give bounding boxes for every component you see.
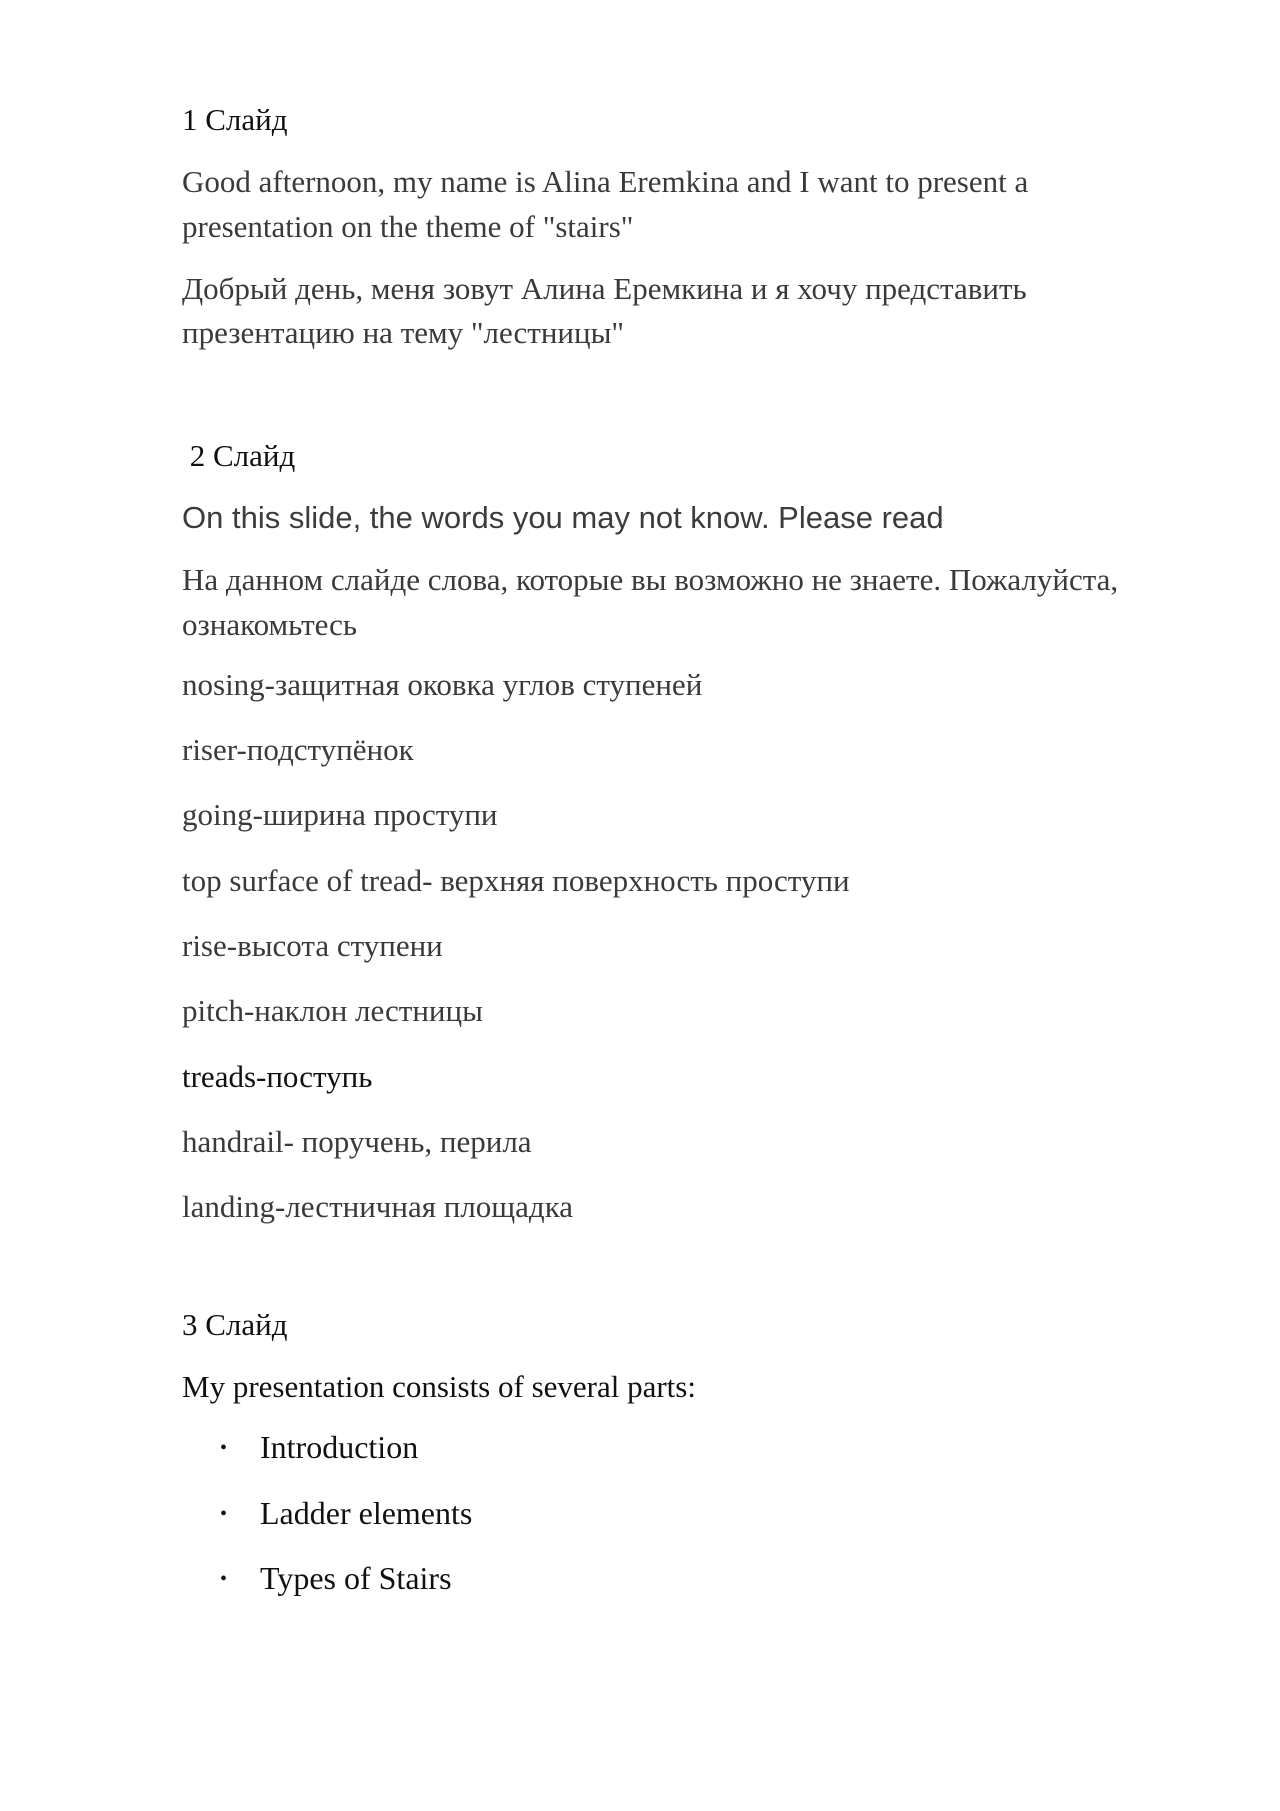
bullet-icon: • (220, 1437, 228, 1460)
bullet-icon: • (220, 1502, 228, 1525)
vocabulary-item: nosing-защитная оковка углов ступеней (182, 666, 703, 702)
vocabulary-item: handrail- поручень, перила (182, 1123, 532, 1159)
vocabulary-item: landing-лестничная площадка (182, 1189, 574, 1225)
vocabulary-item: riser-подступёнок (182, 732, 414, 768)
list-item-label: Types of Stairs (260, 1560, 452, 1597)
list-item-label: Introduction (260, 1429, 419, 1466)
vocabulary-item: rise-высота ступени (182, 928, 443, 964)
presentation-parts-list (182, 1427, 1142, 1600)
slide-2-russian-text: На данном слайде слова, которые вы возможно не знаете. Пожалуйста, ознакомьтесь (182, 562, 1119, 642)
section-gap (182, 374, 1142, 436)
vocabulary-list (182, 665, 1142, 1228)
list-item (220, 1493, 1142, 1535)
list-item (220, 1558, 1142, 1600)
slide-1-russian-text: Добрый день, меня зовут Алина Еремкина и я хочу представить презентацию на тему "лестницы" (182, 270, 1027, 351)
list-item (220, 1427, 1142, 1469)
slide-3-intro-text: My presentation consists of several parts: (182, 1368, 696, 1404)
slide-2-heading: 2 Слайд (182, 437, 296, 473)
vocabulary-item: treads-поступь (182, 1058, 373, 1094)
bullet-icon: • (220, 1568, 228, 1591)
list-item-label: Ladder elements (260, 1494, 473, 1531)
slide-3-heading: 3 Слайд (182, 1306, 288, 1342)
vocabulary-item: top surface of tread- верхняя поверхность проступи (182, 862, 850, 898)
slide-1-english-text: Good afternoon, my name is Alina Eremkina and I want to present a presentation on the theme of "stairs" (182, 164, 1029, 244)
slide-1-heading: 1 Слайд (182, 102, 288, 137)
section-gap (182, 1253, 1142, 1305)
document-content (182, 100, 1142, 1624)
vocabulary-item: pitch-наклон лестницы (182, 993, 483, 1029)
slide-2-english-text: On this slide, the words you may not know. Please read (182, 499, 944, 535)
vocabulary-item: going-ширина проступи (182, 797, 498, 833)
